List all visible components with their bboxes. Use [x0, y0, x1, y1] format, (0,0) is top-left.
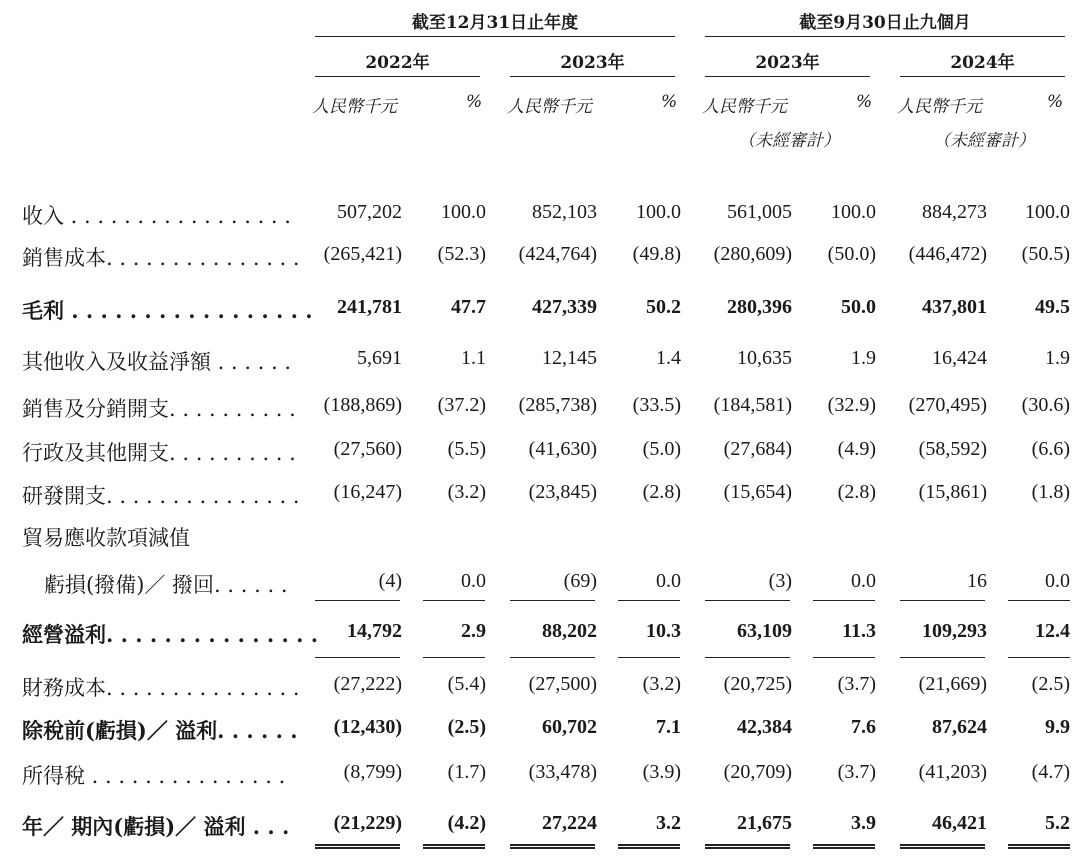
- amount-cell: 437,801: [922, 296, 987, 318]
- subtotal-rule: [315, 657, 400, 658]
- amount-cell: 88,202: [542, 620, 597, 642]
- amount-cell: (69): [563, 570, 597, 592]
- unit-label: 人民幣千元: [312, 97, 397, 117]
- amount-cell: 507,202: [337, 201, 402, 223]
- period-year-2023: 2023年: [560, 53, 625, 73]
- percent-cell: 5.2: [1045, 812, 1070, 834]
- unaudited-note: （未經審計）: [738, 131, 840, 151]
- subtotal-rule: [1008, 600, 1070, 601]
- total-double-rule: [423, 844, 485, 849]
- percent-cell: 0.0: [656, 570, 681, 592]
- amount-cell: 10,635: [737, 347, 792, 369]
- subtotal-rule: [423, 600, 485, 601]
- row-label: 研發開支. . . . . . . . . . . . . . .: [22, 484, 300, 508]
- total-double-rule: [813, 844, 875, 849]
- percent-cell: (3.7): [837, 761, 876, 783]
- percent-cell: (3.2): [447, 481, 486, 503]
- percent-cell: (50.0): [827, 243, 876, 265]
- amount-cell: (27,684): [723, 438, 792, 460]
- percent-cell: (52.3): [437, 243, 486, 265]
- amount-cell: (23,845): [528, 481, 597, 503]
- amount-cell: 14,792: [347, 620, 402, 642]
- percent-cell: 3.9: [851, 812, 876, 834]
- unaudited-note: （未經審計）: [933, 131, 1035, 151]
- amount-cell: (20,725): [723, 673, 792, 695]
- amount-cell: 42,384: [737, 716, 792, 738]
- amount-cell: (3): [768, 570, 792, 592]
- percent-cell: 1.4: [656, 347, 681, 369]
- percent-cell: (37.2): [437, 394, 486, 416]
- percent-cell: (5.5): [447, 438, 486, 460]
- period-year-2024-9m: 2024年: [950, 53, 1015, 73]
- amount-cell: (188,869): [323, 394, 402, 416]
- amount-cell: 46,421: [932, 812, 987, 834]
- subtotal-rule: [900, 657, 985, 658]
- year-rule: [510, 76, 675, 77]
- percent-cell: 0.0: [1045, 570, 1070, 592]
- percent-cell: 50.2: [646, 296, 681, 318]
- amount-cell: (446,472): [908, 243, 987, 265]
- percent-cell: 100.0: [636, 201, 681, 223]
- amount-cell: (184,581): [713, 394, 792, 416]
- amount-cell: (15,654): [723, 481, 792, 503]
- percent-cell: (3.2): [642, 673, 681, 695]
- subtotal-rule: [510, 657, 595, 658]
- amount-cell: 27,224: [542, 812, 597, 834]
- amount-cell: 12,145: [542, 347, 597, 369]
- percent-cell: 12.4: [1035, 620, 1070, 642]
- percent-cell: 100.0: [1025, 201, 1070, 223]
- row-label: 毛利 . . . . . . . . . . . . . . . . .: [22, 298, 313, 323]
- amount-cell: 87,624: [932, 716, 987, 738]
- percent-cell: 0.0: [851, 570, 876, 592]
- pct-label: %: [1047, 92, 1064, 112]
- total-double-rule: [510, 844, 595, 849]
- pct-label: %: [466, 92, 483, 112]
- subtotal-rule: [705, 657, 790, 658]
- row-label: 除稅前(虧損)／ 溢利. . . . . .: [22, 718, 298, 743]
- unit-label: 人民幣千元: [702, 97, 787, 117]
- period-year-2022: 2022年: [365, 53, 430, 73]
- percent-cell: (5.0): [642, 438, 681, 460]
- row-label: 所得稅 . . . . . . . . . . . . . . .: [22, 764, 286, 788]
- subtotal-rule: [1008, 657, 1070, 658]
- subtotal-rule: [618, 657, 680, 658]
- total-double-rule: [315, 844, 400, 849]
- percent-cell: (2.8): [837, 481, 876, 503]
- total-double-rule: [618, 844, 680, 849]
- period-year-2023-9m: 2023年: [755, 53, 820, 73]
- amount-cell: (270,495): [908, 394, 987, 416]
- percent-cell: (5.4): [447, 673, 486, 695]
- subtotal-rule: [423, 657, 485, 658]
- group-header-nine-months: 截至9月30日止九個月: [799, 13, 971, 33]
- unit-label: 人民幣千元: [507, 97, 592, 117]
- amount-cell: (21,229): [333, 812, 402, 834]
- percent-cell: 1.1: [461, 347, 486, 369]
- row-label: 銷售成本. . . . . . . . . . . . . . .: [22, 246, 300, 270]
- subtotal-rule: [315, 600, 400, 601]
- percent-cell: (30.6): [1021, 394, 1070, 416]
- amount-cell: 16: [967, 570, 987, 592]
- total-double-rule: [705, 844, 790, 849]
- group-header-year: 截至12月31日止年度: [411, 13, 579, 33]
- row-label: 財務成本. . . . . . . . . . . . . . .: [22, 676, 300, 700]
- amount-cell: 884,273: [922, 201, 987, 223]
- amount-cell: (12,430): [333, 716, 402, 738]
- amount-cell: 109,293: [922, 620, 987, 642]
- row-label: 行政及其他開支. . . . . . . . . .: [22, 441, 296, 465]
- amount-cell: 852,103: [532, 201, 597, 223]
- subtotal-rule: [900, 600, 985, 601]
- amount-cell: (27,222): [333, 673, 402, 695]
- amount-cell: (21,669): [918, 673, 987, 695]
- amount-cell: 60,702: [542, 716, 597, 738]
- amount-cell: (58,592): [918, 438, 987, 460]
- amount-cell: (8,799): [343, 761, 402, 783]
- year-rule: [315, 76, 480, 77]
- pct-label: %: [661, 92, 678, 112]
- row-label: 貿易應收款項減值: [22, 526, 190, 550]
- percent-cell: (3.9): [642, 761, 681, 783]
- row-label: 收入 . . . . . . . . . . . . . . . . .: [22, 204, 291, 228]
- amount-cell: 427,339: [532, 296, 597, 318]
- amount-cell: (15,861): [918, 481, 987, 503]
- percent-cell: 11.3: [842, 620, 876, 642]
- amount-cell: (27,500): [528, 673, 597, 695]
- amount-cell: (27,560): [333, 438, 402, 460]
- percent-cell: (1.7): [447, 761, 486, 783]
- pct-label: %: [856, 92, 873, 112]
- percent-cell: (2.5): [447, 716, 486, 738]
- percent-cell: (49.8): [632, 243, 681, 265]
- percent-cell: (4.2): [447, 812, 486, 834]
- percent-cell: (1.8): [1031, 481, 1070, 503]
- percent-cell: 50.0: [841, 296, 876, 318]
- amount-cell: 5,691: [357, 347, 402, 369]
- percent-cell: 49.5: [1035, 296, 1070, 318]
- percent-cell: 9.9: [1045, 716, 1070, 738]
- percent-cell: 10.3: [646, 620, 681, 642]
- percent-cell: 3.2: [656, 812, 681, 834]
- row-label: 年／ 期內(虧損)／ 溢利 . . .: [22, 814, 290, 839]
- amount-cell: (33,478): [528, 761, 597, 783]
- amount-cell: (4): [378, 570, 402, 592]
- group-rule: [315, 36, 675, 37]
- amount-cell: 561,005: [727, 201, 792, 223]
- row-label: 其他收入及收益淨額 . . . . . .: [22, 350, 292, 374]
- percent-cell: (6.6): [1031, 438, 1070, 460]
- row-label: 虧損(撥備)／ 撥回. . . . . .: [44, 573, 288, 597]
- percent-cell: 2.9: [461, 620, 486, 642]
- percent-cell: 7.1: [656, 716, 681, 738]
- percent-cell: 0.0: [461, 570, 486, 592]
- subtotal-rule: [813, 657, 875, 658]
- percent-cell: 47.7: [451, 296, 486, 318]
- row-label: 經營溢利. . . . . . . . . . . . . . .: [22, 622, 319, 647]
- percent-cell: 100.0: [441, 201, 486, 223]
- row-label: 銷售及分銷開支. . . . . . . . . .: [22, 397, 296, 421]
- percent-cell: 1.9: [1045, 347, 1070, 369]
- amount-cell: 280,396: [727, 296, 792, 318]
- group-rule: [705, 36, 1065, 37]
- amount-cell: (424,764): [518, 243, 597, 265]
- percent-cell: (33.5): [632, 394, 681, 416]
- subtotal-rule: [510, 600, 595, 601]
- amount-cell: 63,109: [737, 620, 792, 642]
- year-rule: [900, 76, 1065, 77]
- percent-cell: (4.7): [1031, 761, 1070, 783]
- amount-cell: (16,247): [333, 481, 402, 503]
- unit-label: 人民幣千元: [897, 97, 982, 117]
- subtotal-rule: [618, 600, 680, 601]
- percent-cell: (32.9): [827, 394, 876, 416]
- percent-cell: 7.6: [851, 716, 876, 738]
- percent-cell: 1.9: [851, 347, 876, 369]
- percent-cell: (2.8): [642, 481, 681, 503]
- percent-cell: (50.5): [1021, 243, 1070, 265]
- amount-cell: (20,709): [723, 761, 792, 783]
- amount-cell: (265,421): [323, 243, 402, 265]
- subtotal-rule: [705, 600, 790, 601]
- percent-cell: 100.0: [831, 201, 876, 223]
- subtotal-rule: [813, 600, 875, 601]
- percent-cell: (2.5): [1031, 673, 1070, 695]
- total-double-rule: [1008, 844, 1070, 849]
- amount-cell: (285,738): [518, 394, 597, 416]
- amount-cell: (41,203): [918, 761, 987, 783]
- amount-cell: (41,630): [528, 438, 597, 460]
- amount-cell: 21,675: [737, 812, 792, 834]
- amount-cell: 241,781: [337, 296, 402, 318]
- amount-cell: 16,424: [932, 347, 987, 369]
- year-rule: [705, 76, 870, 77]
- percent-cell: (4.9): [837, 438, 876, 460]
- percent-cell: (3.7): [837, 673, 876, 695]
- total-double-rule: [900, 844, 985, 849]
- amount-cell: (280,609): [713, 243, 792, 265]
